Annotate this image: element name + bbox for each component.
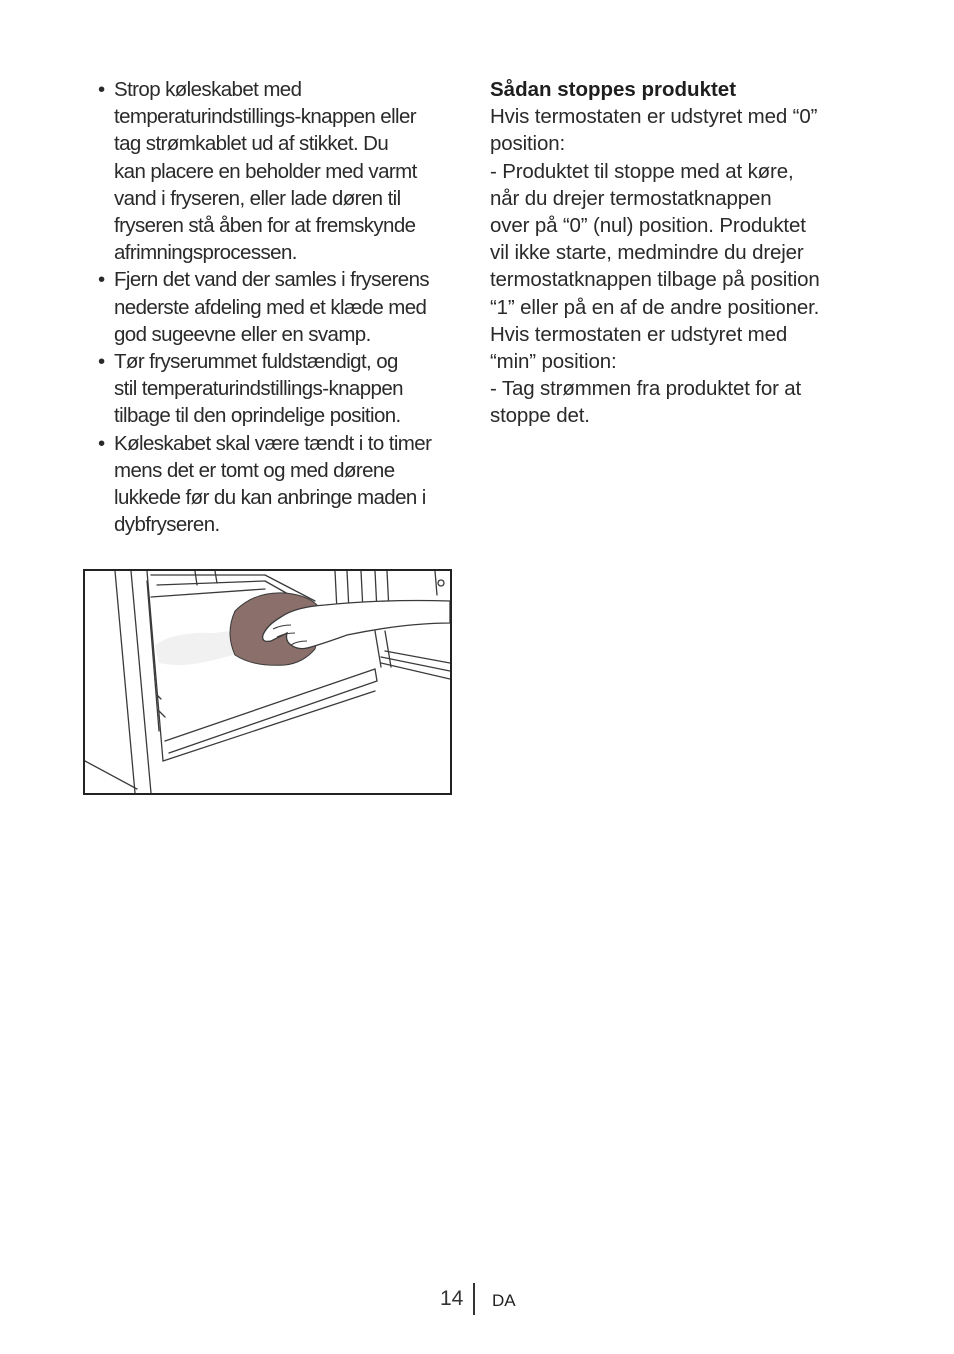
page-number: 14 <box>440 1287 464 1310</box>
list-item: • Fjern det vand der samles i fryserens nederste afdeling med et klæde med god sugeevne eller en svamp. <box>98 268 430 346</box>
list-item: • Køleskabet skal være tændt i to timer mens det er tomt og med dørene lukkede før du kan anbringe maden i dybfryseren. <box>98 431 432 537</box>
left-column <box>82 76 466 538</box>
freezer-drawing <box>85 571 450 793</box>
bullet-glyph: • <box>98 350 105 374</box>
language-code: DA <box>492 1291 516 1310</box>
footer-divider <box>473 1283 475 1315</box>
stop-product-instructions: Hvis termostaten er udstyret med “0” position: - Produktet til stoppe med at køre, når du drejer termostatknappen over på “0” (nul) position. Produktet vil ikke starte, medmindre du drejer termostatknappen tilbage på position “1” eller på en af de andre positioner. Hvis termostaten er udstyret med “min” position: - Tag strømmen fra produktet for at stoppe det. <box>490 105 820 428</box>
freezer-wipe-illustration <box>83 569 452 795</box>
list-item: • Tør fryserummet fuldstændigt, og stil temperaturindstillings-knappen tilbage til den oprindelige position. <box>98 350 403 428</box>
bullet-glyph: • <box>98 268 105 292</box>
defrost-steps-list <box>82 76 466 538</box>
right-column <box>490 76 870 430</box>
bullet-glyph: • <box>98 78 105 101</box>
section-heading: Sådan stoppes produktet <box>490 78 737 101</box>
page-footer <box>0 1283 954 1315</box>
bullet-glyph: • <box>98 431 105 455</box>
list-item: • Strop køleskabet med temperaturindstillings-knappen eller tag strømkablet ud af stikket. Du kan placere en beholder med varmt vand i fryseren, eller lade døren til fryseren stå åben for at fremskynde afrimningsprocessen. <box>98 78 417 265</box>
